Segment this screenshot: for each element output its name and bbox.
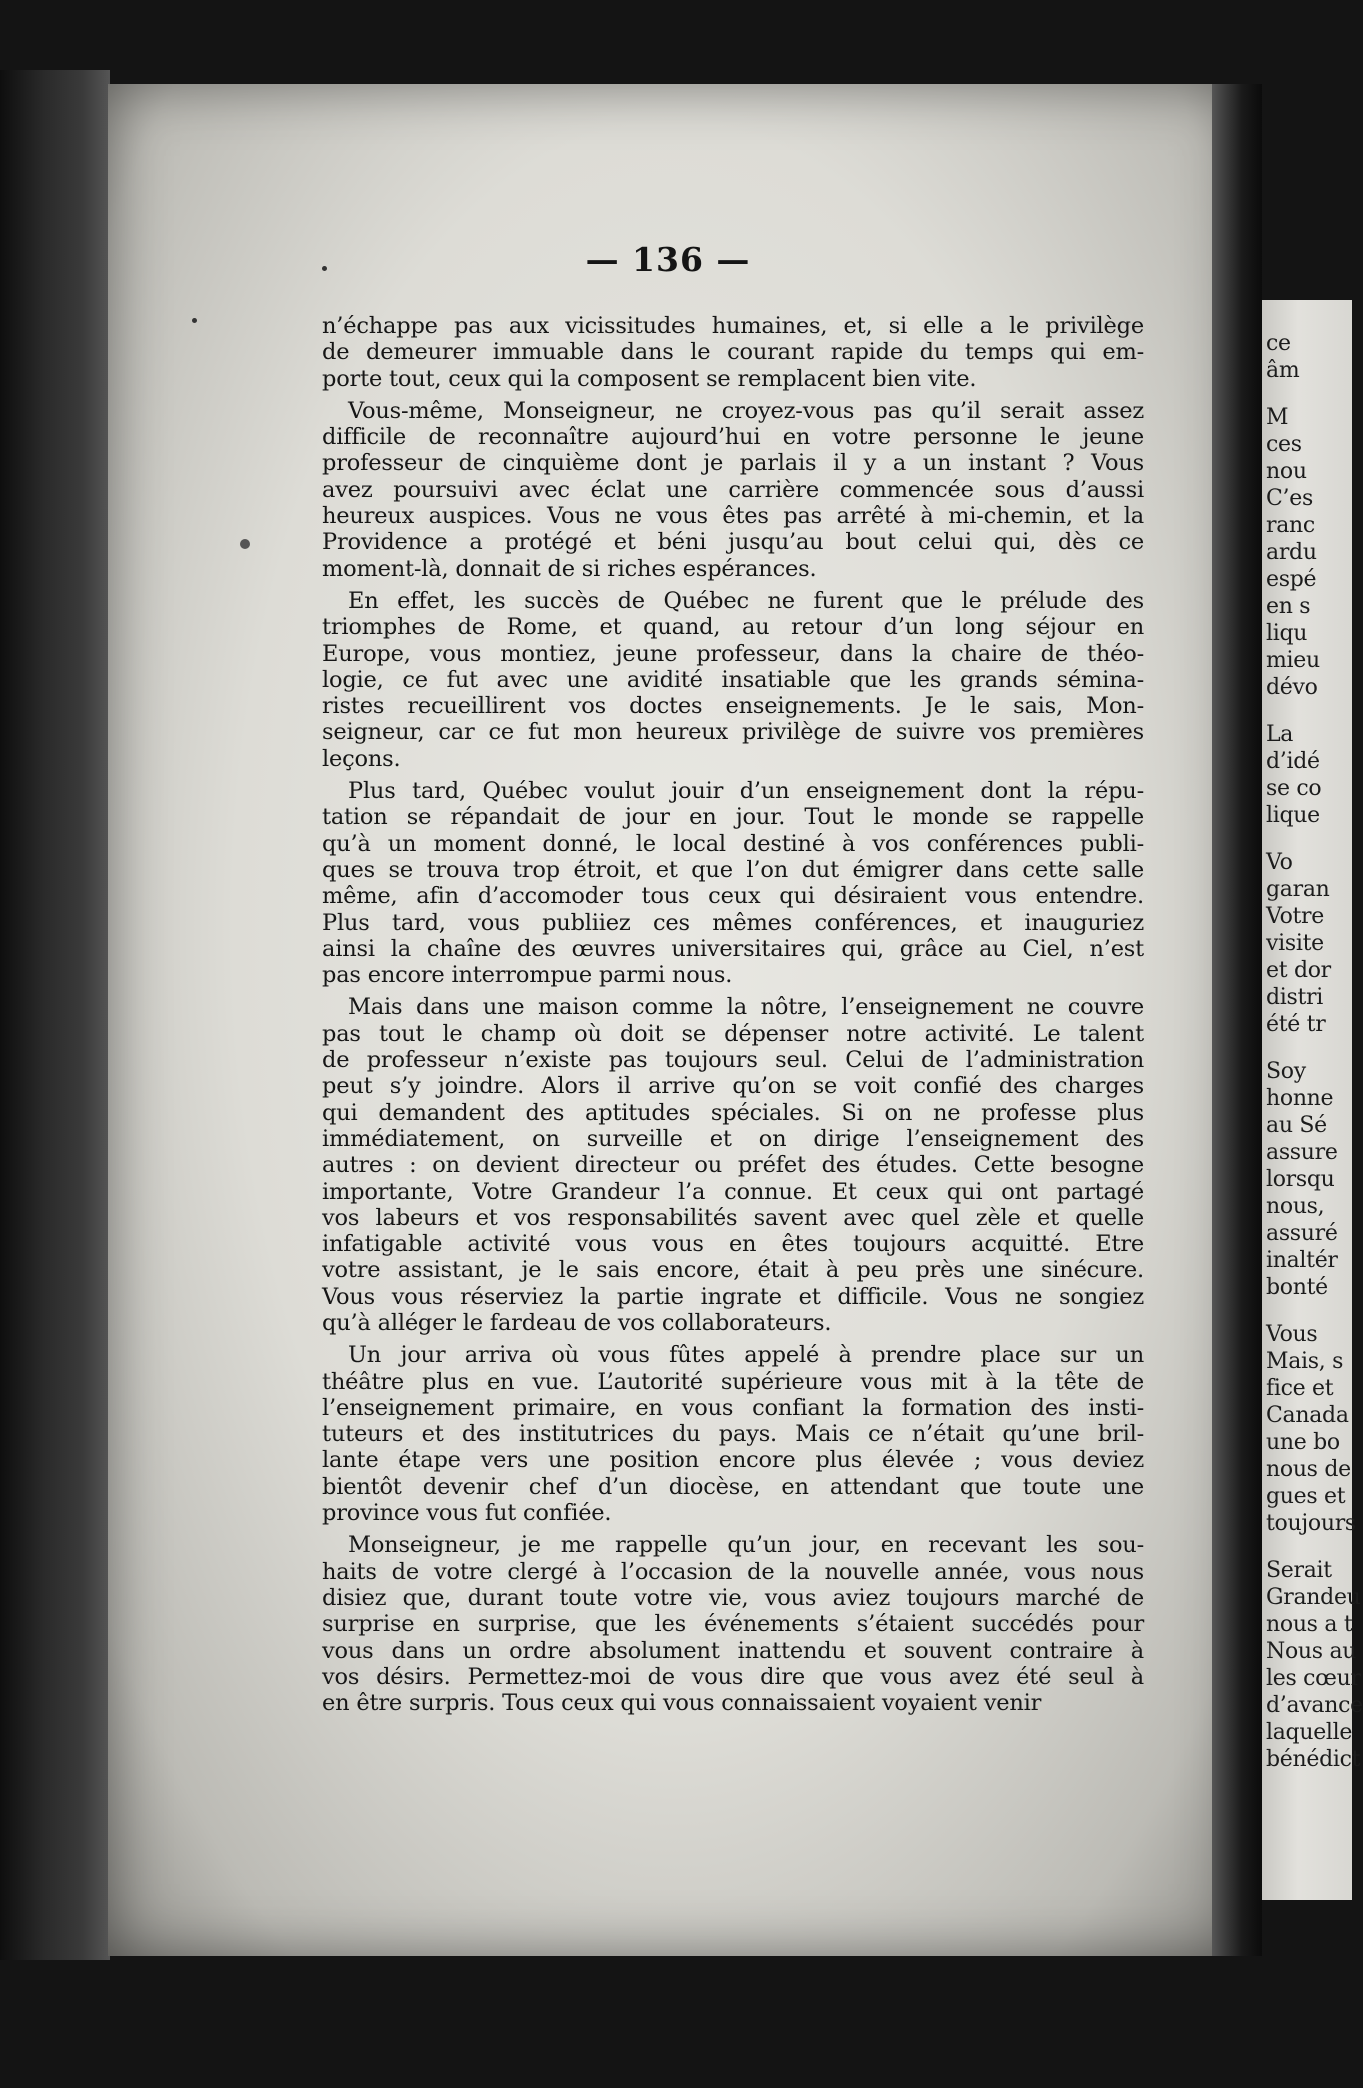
text-line: seigneur, car ce fut mon heureux privilège de suivre vos premières (322, 719, 1144, 746)
paragraph (322, 313, 1144, 392)
facing-page-fragment: en s (1266, 594, 1311, 619)
facing-page-fragment: honne (1266, 1086, 1334, 1111)
text-line: Vous vous réserviez la partie ingrate et difficile. Vous ne songiez (322, 1283, 1144, 1310)
facing-page-fragment: dévo (1266, 675, 1318, 700)
paragraph (322, 398, 1144, 582)
text-line: de demeurer immuable dans le courant rapide du temps qui em- (322, 339, 1144, 366)
text-line: surprise en surprise, que les événements s’étaient succédés pour (322, 1611, 1144, 1638)
ink-speck (240, 539, 250, 549)
facing-page-fragment (1266, 1537, 1346, 1557)
text-line: théâtre plus en vue. L’autorité supérieure vous mit à la tête de (322, 1368, 1144, 1395)
text-line: tuteurs et des institutrices du pays. Mais ce n’était qu’une bril- (322, 1421, 1144, 1448)
facing-page-fragment: se co (1266, 776, 1322, 801)
facing-page-fragment: les cœur (1266, 1666, 1361, 1691)
text-line: province vous fut confiée. (322, 1500, 612, 1527)
text-line: ainsi la chaîne des œuvres universitaires qui, grâce au Ciel, n’est (322, 935, 1144, 962)
facing-page-fragment: assuré (1266, 1221, 1338, 1246)
page-number: — 136 — (585, 240, 751, 279)
facing-page-fragment: liqu (1266, 621, 1308, 646)
text-line: votre assistant, je le sais encore, était à peu près une sinécure. (322, 1257, 1144, 1284)
text-line: Plus tard, vous publiiez ces mêmes conférences, et inauguriez (322, 909, 1144, 936)
paragraph (322, 994, 1144, 1336)
facing-page-fragment: toujours (1266, 1511, 1356, 1536)
facing-page-fragment (1266, 701, 1346, 721)
text-line: avez poursuivi avec éclat une carrière commencée sous d’aussi (322, 476, 1144, 503)
text-line: tation se répandait de jour en jour. Tout le monde se rappelle (322, 804, 1144, 831)
text-line: Plus tard, Québec voulut jouir d’un enseignement dont la répu- (348, 778, 1144, 805)
text-line: Monseigneur, je me rappelle qu’un jour, en recevant les sou- (348, 1532, 1144, 1559)
ink-speck (322, 266, 327, 271)
text-line: bientôt devenir chef d’un diocèse, en attendant que toute une (322, 1473, 1144, 1500)
facing-page-fragment: La (1266, 722, 1294, 747)
facing-page-fragment: été tr (1266, 1012, 1326, 1037)
facing-page-fragment: distri (1266, 985, 1324, 1010)
facing-page-fragment: ces (1266, 432, 1302, 457)
text-line: Mais dans une maison comme la nôtre, l’enseignement ne couvre (348, 994, 1144, 1021)
text-line: difficile de reconnaître aujourd’hui en votre personne le jeune (322, 424, 1144, 451)
text-line: ques se trouva trop étroit, et que l’on dut émigrer dans cette salle (322, 856, 1144, 883)
facing-page-fragment: bonté (1266, 1275, 1328, 1300)
facing-page-fragment: inaltér (1266, 1248, 1338, 1273)
facing-page-fragment: une bo (1266, 1430, 1340, 1455)
text-line: porte tout, ceux qui la composent se remplacent bien vite. (322, 365, 977, 392)
facing-page-fragment: ranc (1266, 513, 1315, 538)
facing-page-fragment: nous, (1266, 1194, 1325, 1219)
facing-page-fragment: lique (1266, 803, 1320, 828)
text-line: En effet, les succès de Québec ne furent que le prélude des (348, 587, 1144, 614)
facing-page-fragment: fice et (1266, 1376, 1334, 1401)
facing-page-fragment: bénédict (1266, 1747, 1361, 1772)
text-line: Vous-même, Monseigneur, ne croyez-vous pas qu’il serait assez (348, 397, 1144, 424)
facing-page-fragment: C’es (1266, 486, 1313, 511)
text-line: en être surpris. Tous ceux qui vous connaissaient voyaient venir (322, 1690, 1042, 1717)
text-line: leçons. (322, 745, 401, 772)
text-line: l’enseignement primaire, en vous confiant la formation des insti- (322, 1394, 1144, 1421)
paragraph (322, 1532, 1144, 1716)
facing-page-fragment: Serait (1266, 1558, 1332, 1583)
facing-page-fragment: garan (1266, 877, 1330, 902)
facing-page-fragment (1266, 1301, 1346, 1321)
facing-page-fragment: Vo (1266, 850, 1293, 875)
facing-page-fragment: âm (1266, 358, 1300, 383)
text-line: ristes recueillirent vos doctes enseignements. Je le sais, Mon- (322, 693, 1144, 720)
facing-page-fragment (1266, 829, 1346, 849)
text-line: qu’à alléger le fardeau de vos collaborateurs. (322, 1309, 832, 1336)
text-line: moment-là, donnait de si riches espérances. (322, 555, 817, 582)
book-spine (0, 70, 110, 1960)
text-line: immédiatement, on surveille et on dirige l’enseignement des (322, 1125, 1144, 1152)
facing-page-fragment: visite (1266, 931, 1324, 956)
facing-page-fragment: Mais, s (1266, 1349, 1344, 1374)
paragraph (322, 1342, 1144, 1526)
paragraph (322, 778, 1144, 988)
facing-page-fragment (1266, 384, 1346, 404)
body-text (322, 313, 1144, 1722)
facing-page-fragment: laquelle (1266, 1720, 1353, 1745)
facing-page-fragment: ce (1266, 331, 1291, 356)
paragraph (322, 588, 1144, 772)
text-line: Providence a protégé et béni jusqu’au bout celui qui, dès ce (322, 529, 1144, 556)
facing-page-fragment: Canada (1266, 1403, 1349, 1428)
text-line: lante étape vers une position encore plus élevée ; vous deviez (322, 1447, 1144, 1474)
text-line: même, afin d’accomoder tous ceux qui désiraient vous entendre. (322, 883, 1144, 910)
text-line: de professeur n’existe pas toujours seul. Celui de l’administration (322, 1047, 1144, 1074)
text-line: pas tout le champ où doit se dépenser notre activité. Le talent (322, 1020, 1144, 1047)
text-line: Europe, vous montiez, jeune professeur, dans la chaire de théo- (322, 640, 1144, 667)
facing-page-fragment: Nous au (1266, 1639, 1357, 1664)
ink-speck (192, 318, 197, 323)
facing-page-fragment: Vous (1266, 1322, 1318, 1347)
facing-page-fragment: d’avance (1266, 1693, 1363, 1718)
text-line: logie, ce fut avec une avidité insatiable que les grands sémina- (322, 666, 1144, 693)
text-line: pas encore interrompue parmi nous. (322, 962, 733, 989)
text-line: Un jour arriva où vous fûtes appelé à prendre place sur un (348, 1342, 1144, 1369)
facing-page-fragment: lorsqu (1266, 1167, 1335, 1192)
text-line: infatigable activité vous vous en êtes toujours acquitté. Etre (322, 1231, 1144, 1258)
facing-page-fragment: Soy (1266, 1059, 1306, 1084)
facing-page-fragment: Votre (1266, 904, 1324, 929)
facing-page-fragment: espé (1266, 567, 1317, 592)
text-line: vos désirs. Permettez-moi de vous dire que vous avez été seul à (322, 1663, 1144, 1690)
text-line: haits de votre clergé à l’occasion de la nouvelle année, vous nous (322, 1558, 1144, 1585)
facing-page-fragment: et dor (1266, 958, 1331, 983)
text-line: importante, Votre Grandeur l’a connue. Et ceux qui ont partagé (322, 1178, 1144, 1205)
text-line: professeur de cinquième dont je parlais il y a un instant ? Vous (322, 450, 1144, 477)
facing-page-fragment: au Sé (1266, 1113, 1327, 1138)
facing-page-fragment (1266, 1038, 1346, 1058)
facing-page-text-fragments (1266, 330, 1363, 1773)
facing-page-fragment: nous a t (1266, 1612, 1353, 1637)
text-line: heureux auspices. Vous ne vous êtes pas arrêté à mi-chemin, et la (322, 503, 1144, 530)
text-line: triomphes de Rome, et quand, au retour d’un long séjour en (322, 614, 1144, 641)
facing-page-fragment: Grandeu (1266, 1585, 1361, 1610)
text-line: peut s’y joindre. Alors il arrive qu’on se voit confié des charges (322, 1073, 1144, 1100)
text-line: vous dans un ordre absolument inattendu et souvent contraire à (322, 1637, 1144, 1664)
text-line: disiez que, durant toute votre vie, vous aviez toujours marché de (322, 1584, 1144, 1611)
text-line: n’échappe pas aux vicissitudes humaines, et, si elle a le privilège (322, 313, 1144, 339)
text-line: vos labeurs et vos responsabilités savent avec quel zèle et quelle (322, 1204, 1144, 1231)
facing-page-fragment: gues et (1266, 1484, 1346, 1509)
facing-page-fragment: assure (1266, 1140, 1338, 1165)
text-line: qui demandent des aptitudes spéciales. Si on ne professe plus (322, 1099, 1144, 1126)
facing-page-fragment: M (1266, 405, 1289, 430)
page-gutter (1212, 84, 1262, 1956)
text-line: autres : on devient directeur ou préfet des études. Cette besogne (322, 1152, 1144, 1179)
facing-page-fragment: ardu (1266, 540, 1317, 565)
facing-page-fragment: nous de (1266, 1457, 1351, 1482)
text-line: qu’à un moment donné, le local destiné à vos conférences publi- (322, 830, 1144, 857)
facing-page-fragment: d’idé (1266, 749, 1320, 774)
facing-page-fragment: mieu (1266, 648, 1320, 673)
facing-page-fragment: nou (1266, 459, 1307, 484)
